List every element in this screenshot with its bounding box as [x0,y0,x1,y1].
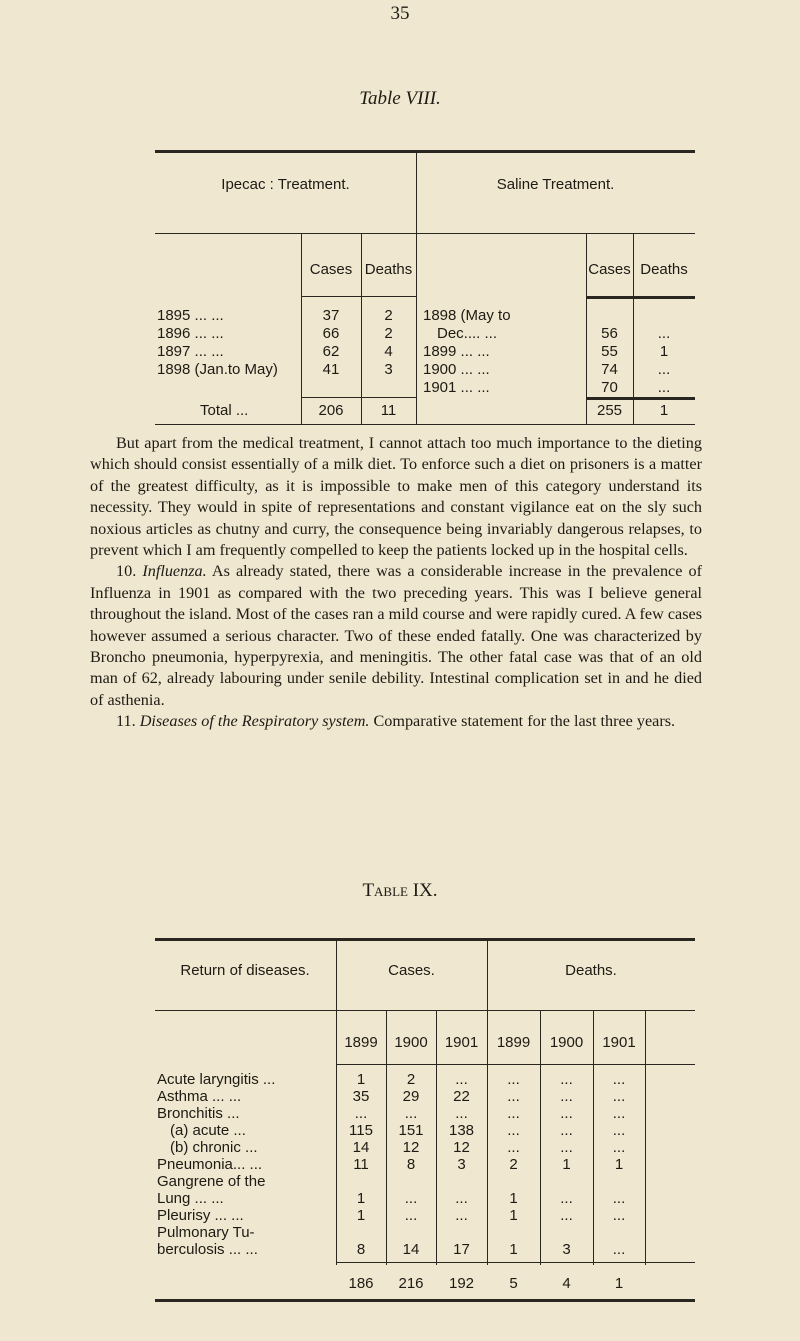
table-ix-divider [645,1011,646,1265]
table-cell: ... [612,1190,626,1207]
year-header: 1900 [394,1034,428,1051]
table-row-label: 1898 (Jan.to May) [157,361,278,378]
total-cell: 1 [614,1275,624,1292]
table-row-label: Dec.... ... [437,325,498,342]
table-cell: ... [455,1207,468,1224]
table-cell: ... [657,361,671,378]
table-row-label: Acute laryngitis ... [157,1071,276,1088]
total-cell: 216 [398,1275,424,1292]
ipecac-header: Ipecac : Treatment. [221,176,350,193]
saline-deaths-header: Deaths [640,261,688,278]
table-row-label: Pulmonary Tu- [157,1224,255,1241]
table-row-label: 1896 ... ... [157,325,224,342]
table-row-label: (b) chronic ... [170,1139,258,1156]
ipecac-deaths-header: Deaths [364,261,413,278]
paragraph-influenza [90,561,702,711]
table-row-label: 1899 ... ... [423,343,490,360]
paragraph-diet: But apart from the medical treatment, I cannot attach too much importance to the dieting which should consist essentially of a milk diet. To enforce such a diet on prisoners is a matter of the greatest difficulty, as it is impossible to make men of this category understand its necessity. They would in spite of representations and constant vigilance eat on the sly such noxious articles as chutny and curry, the consequence being invariably dangerous relapses, to prevent which I am frequently compelled to keep the patients locked up in the hospital cells. [90,434,702,560]
table-row-label: 1898 (May to [423,307,511,324]
page-number: 35 [390,3,410,24]
table-cell: ... [612,1105,626,1122]
table-cell: 1 [509,1207,518,1224]
table-row-label: 1900 ... ... [423,361,490,378]
table-cell: ... [404,1207,418,1224]
table-cell: 1 [659,343,669,360]
table-row-label: Pneumonia... ... [157,1156,263,1173]
table-cell: 22 [453,1088,470,1105]
table-cell: 1 [356,1071,366,1088]
table-viii-subheader-rule [301,296,416,297]
table-cell: 2 [384,325,393,342]
table-ix-subheader-rule [336,1064,695,1065]
paragraph-respiratory [90,711,702,732]
table-cell: ... [657,325,671,342]
saline-total-cases: 255 [596,402,623,419]
table-row-label: 1895 ... ... [157,307,224,324]
total-label: Total ... [200,402,249,419]
table-cell: 138 [448,1122,475,1139]
table-cell: 56 [601,325,618,342]
table-viii-caption: Table VIII. [359,88,441,109]
section-title: Diseases of the Respiratory system. [139,712,370,731]
table-cell: 74 [601,361,618,378]
cases-header: Cases. [388,962,435,979]
table-viii-header-rule [155,233,695,234]
table-row-label: Bronchitis ... [157,1105,240,1122]
table-cell: ... [507,1105,520,1122]
table-ix-top-rule [155,938,695,941]
table-cell: ... [507,1071,520,1088]
table-cell: 62 [322,343,340,360]
table-cell: 70 [601,379,618,396]
table-cell: 1 [356,1190,366,1207]
section-body: As already stated, there was a considerable increase in the prevalence of Influenza in 1901 as compared with the two preceding years. This was I believe general throughout the island. Most of the cases ran a mild course and were rapidly cured. A few cases however assumed a serious character. Two of these ended fatally. One was characterized by Broncho pneumonia, hyperpyrexia, and meningitis. The other fatal case was that of an old man of 62, already labouring under senile debility. Intestinal complication set in and he died of asthenia. [90,562,703,709]
table-cell: 1 [509,1190,518,1207]
table-viii-top-rule [155,150,695,153]
table-cell: 37 [322,307,340,324]
table-cell: 2 [509,1156,518,1173]
section-number: 10. [116,562,137,581]
table-cell: ... [404,1190,418,1207]
section-body: Comparative statement for the last three years. [373,712,676,731]
table-row-label: 1901 ... ... [423,379,490,396]
total-cell: 4 [562,1275,571,1292]
table-cell: ... [560,1207,573,1224]
table-cell: 8 [406,1156,416,1173]
table-cell: ... [612,1139,626,1156]
table-cell: 4 [384,343,393,360]
table-cell: ... [560,1122,573,1139]
year-header: 1901 [602,1034,636,1051]
table-cell: ... [507,1088,520,1105]
table-cell: ... [560,1139,573,1156]
table-cell: ... [612,1207,626,1224]
table-viii-total-rule [301,397,416,398]
table-ix-caption: Table IX. [362,880,438,901]
total-cell: 5 [509,1275,518,1292]
deaths-header: Deaths. [565,962,617,979]
table-cell: 1 [509,1241,518,1258]
table-cell: ... [657,379,671,396]
table-cell: 35 [352,1088,370,1105]
section-number: 11. [116,712,136,731]
return-header: Return of diseases. [180,962,310,979]
table-cell: ... [560,1190,573,1207]
table-ix-total-rule [336,1262,695,1263]
table-cell: ... [455,1190,468,1207]
section-title: Influenza. [142,562,207,581]
table-cell: ... [612,1071,626,1088]
table-cell: 2 [406,1071,416,1088]
total-cell: 192 [448,1275,475,1292]
table-viii-bottom-rule [155,424,695,425]
saline-total-deaths: 1 [659,402,669,419]
table-cell: 11 [353,1156,369,1173]
table-row-label: Gangrene of the [157,1173,266,1190]
table-cell: 2 [384,307,393,324]
table-viii-center-divider [416,152,417,424]
table-cell: ... [612,1122,626,1139]
ipecac-cases-header: Cases [309,261,353,278]
table-cell: ... [507,1139,520,1156]
table-viii-total-rule [586,397,695,400]
table-cell: 14 [402,1241,420,1258]
table-cell: ... [612,1241,626,1258]
table-cell: 12 [402,1139,420,1156]
ipecac-total-deaths: 11 [380,402,397,419]
year-header: 1899 [344,1034,378,1051]
table-cell: ... [354,1105,368,1122]
table-cell: ... [404,1105,418,1122]
table-row-label: Asthma ... ... [157,1088,242,1105]
table-cell: 55 [601,343,618,360]
table-cell: 3 [384,361,393,378]
table-row-label: (a) acute ... [170,1122,246,1139]
total-cell: 186 [348,1275,374,1292]
saline-cases-header: Cases [588,261,631,278]
table-row-label: berculosis ... ... [157,1241,258,1258]
table-cell: 29 [402,1088,420,1105]
table-cell: 12 [453,1139,470,1156]
table-cell: 8 [356,1241,366,1258]
ipecac-total-cases: 206 [318,402,344,419]
table-cell: ... [560,1105,573,1122]
table-row-label: Lung ... ... [157,1190,224,1207]
year-header: 1899 [496,1034,531,1051]
table-cell: 1 [356,1207,366,1224]
body-text [90,433,702,733]
saline-header: Saline Treatment. [496,176,615,193]
table-cell: 3 [457,1156,466,1173]
year-header: 1901 [444,1034,479,1051]
table-cell: 3 [562,1241,571,1258]
table-cell: ... [455,1105,468,1122]
table-cell: 41 [322,361,340,378]
table-ix-header-rule [155,1010,695,1011]
table-cell: 17 [453,1241,470,1258]
table-cell: 115 [349,1122,373,1139]
table-row-label: 1897 ... ... [157,343,224,360]
table-cell: ... [612,1088,626,1105]
table-row-label: Pleurisy ... ... [157,1207,244,1224]
table-cell: ... [560,1088,573,1105]
table-cell: ... [507,1122,520,1139]
year-header: 1900 [549,1034,584,1051]
table-cell: 66 [322,325,340,342]
table-cell: ... [455,1071,468,1088]
table-cell: 151 [398,1122,424,1139]
table-viii-subheader-rule [586,296,695,299]
table-ix-bottom-rule [155,1299,695,1302]
table-cell: 14 [352,1139,370,1156]
table-cell: 1 [562,1156,571,1173]
table-cell: 1 [614,1156,624,1173]
table-cell: ... [560,1071,573,1088]
